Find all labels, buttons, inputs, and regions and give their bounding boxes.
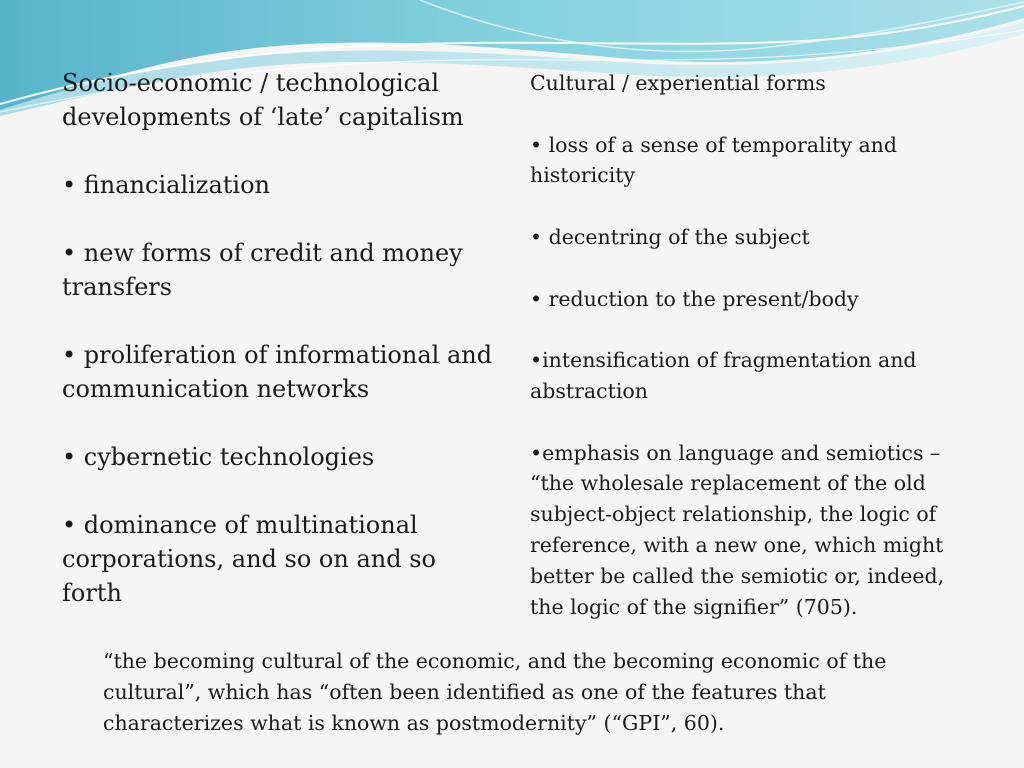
list-item-line: • reduction to the present/body bbox=[530, 286, 859, 311]
list-item bbox=[62, 338, 502, 406]
list-item bbox=[62, 440, 502, 474]
list-item bbox=[530, 345, 975, 407]
list-item-line: • proliferation of informational and bbox=[62, 341, 493, 369]
list-item-line: abstraction bbox=[530, 378, 648, 403]
list-item-line: transfers bbox=[62, 273, 173, 301]
list-item-line: • financialization bbox=[62, 171, 270, 199]
list-item-line: subject-object relationship, the logic of bbox=[530, 502, 937, 527]
list-item-line: reference, with a new one, which might bbox=[530, 532, 944, 557]
list-item bbox=[62, 508, 502, 610]
list-item-line: the logic of the signifier” (705). bbox=[530, 594, 858, 619]
list-item-line: • decentring of the subject bbox=[530, 224, 810, 249]
heading-line: Cultural / experiential forms bbox=[530, 71, 826, 95]
list-item-line: • new forms of credit and money bbox=[62, 239, 463, 267]
left-column bbox=[62, 66, 502, 610]
quote-line: “the becoming cultural of the economic, and the becoming economic of the bbox=[103, 649, 887, 673]
left-column-heading bbox=[62, 66, 492, 134]
list-item-line: communication networks bbox=[62, 375, 370, 403]
heading-line: developments of ‘late’ capitalism bbox=[62, 103, 464, 131]
list-item-line: forth bbox=[62, 579, 122, 607]
list-item-line: “the wholesale replacement of the old bbox=[530, 471, 926, 496]
right-column bbox=[530, 68, 975, 622]
right-column-heading bbox=[530, 68, 975, 99]
list-item bbox=[62, 168, 502, 202]
list-item bbox=[530, 284, 975, 315]
list-item-line: corporations, and so on and so bbox=[62, 545, 436, 573]
list-item-line: • dominance of multinational bbox=[62, 511, 418, 539]
quote-line: characterizes what is known as postmodernity” (“GPI”, 60). bbox=[103, 710, 725, 735]
list-item bbox=[530, 438, 975, 623]
list-item-line: historicity bbox=[530, 163, 636, 188]
list-item-line: better be called the semiotic or, indeed, bbox=[530, 563, 945, 588]
list-item bbox=[530, 130, 975, 192]
quote-line: cultural”, which has “often been identified as one of the features that bbox=[103, 679, 826, 704]
list-item-line: •emphasis on language and semiotics – bbox=[530, 440, 941, 465]
list-item-line: • cybernetic technologies bbox=[62, 443, 375, 471]
heading-line: Socio-economic / technological bbox=[62, 69, 440, 97]
list-item bbox=[62, 236, 502, 304]
list-item bbox=[530, 222, 975, 253]
closing-quote bbox=[103, 646, 983, 738]
list-item-line: •intensification of fragmentation and bbox=[530, 348, 917, 373]
list-item-line: • loss of a sense of temporality and bbox=[530, 132, 898, 157]
